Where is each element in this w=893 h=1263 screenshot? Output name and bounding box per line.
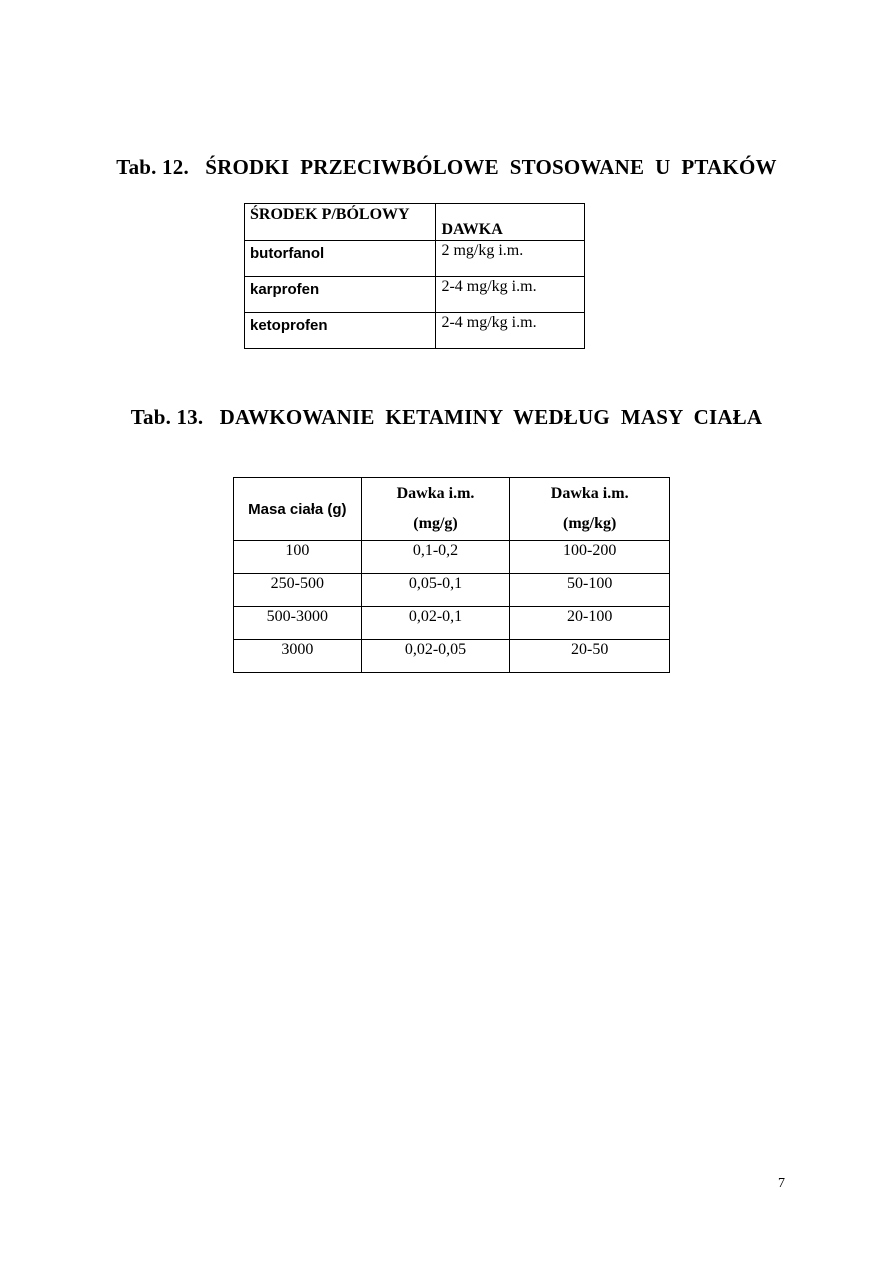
table-12-title: Tab. 12. ŚRODKI PRZECIWBÓLOWE STOSOWANE U PTAKÓW	[116, 155, 777, 179]
table-header-row	[245, 204, 585, 241]
dose-mg-g-cell: 0,05-0,1	[361, 574, 510, 607]
dose-mg-g-cell: 0,02-0,1	[361, 607, 510, 640]
dose-mg-g-cell: 0,1-0,2	[361, 541, 510, 574]
table-row	[234, 640, 670, 673]
body-mass-cell: 3000	[234, 640, 362, 673]
dose-cell: 2-4 mg/kg i.m.	[436, 313, 585, 349]
dose-cell: 2 mg/kg i.m.	[436, 241, 585, 277]
column-header-dose-mg-g: Dawka i.m. (mg/g)	[361, 478, 510, 541]
table-row	[234, 574, 670, 607]
page-number: 7	[778, 1176, 785, 1191]
table-13-title: Tab. 13. DAWKOWANIE KETAMINY WEDŁUG MASY CIAŁA	[130, 405, 763, 429]
table-row	[245, 277, 585, 313]
table-row	[245, 313, 585, 349]
body-mass-cell: 100	[234, 541, 362, 574]
dose-mg-kg-cell: 50-100	[510, 574, 670, 607]
dose-mg-kg-cell: 100-200	[510, 541, 670, 574]
ketamine-dosage-table	[233, 477, 670, 673]
column-header-body-mass: Masa ciała (g)	[234, 478, 362, 541]
dose-cell: 2-4 mg/kg i.m.	[436, 277, 585, 313]
table-row	[234, 607, 670, 640]
drug-name-cell: ketoprofen	[245, 313, 436, 349]
dose-mg-g-cell: 0,02-0,05	[361, 640, 510, 673]
dose-mg-kg-cell: 20-50	[510, 640, 670, 673]
body-mass-cell: 250-500	[234, 574, 362, 607]
analgesics-table	[244, 203, 585, 349]
drug-name-cell: karprofen	[245, 277, 436, 313]
column-header-dose: DAWKA	[436, 204, 585, 241]
dose-mg-kg-cell: 20-100	[510, 607, 670, 640]
drug-name-cell: butorfanol	[245, 241, 436, 277]
body-mass-cell: 500-3000	[234, 607, 362, 640]
column-header-dose-mg-kg: Dawka i.m. (mg/kg)	[510, 478, 670, 541]
table-row	[245, 241, 585, 277]
table-row	[234, 541, 670, 574]
table-header-row	[234, 478, 670, 541]
column-header-drug: ŚRODEK P/BÓLOWY	[245, 204, 436, 241]
